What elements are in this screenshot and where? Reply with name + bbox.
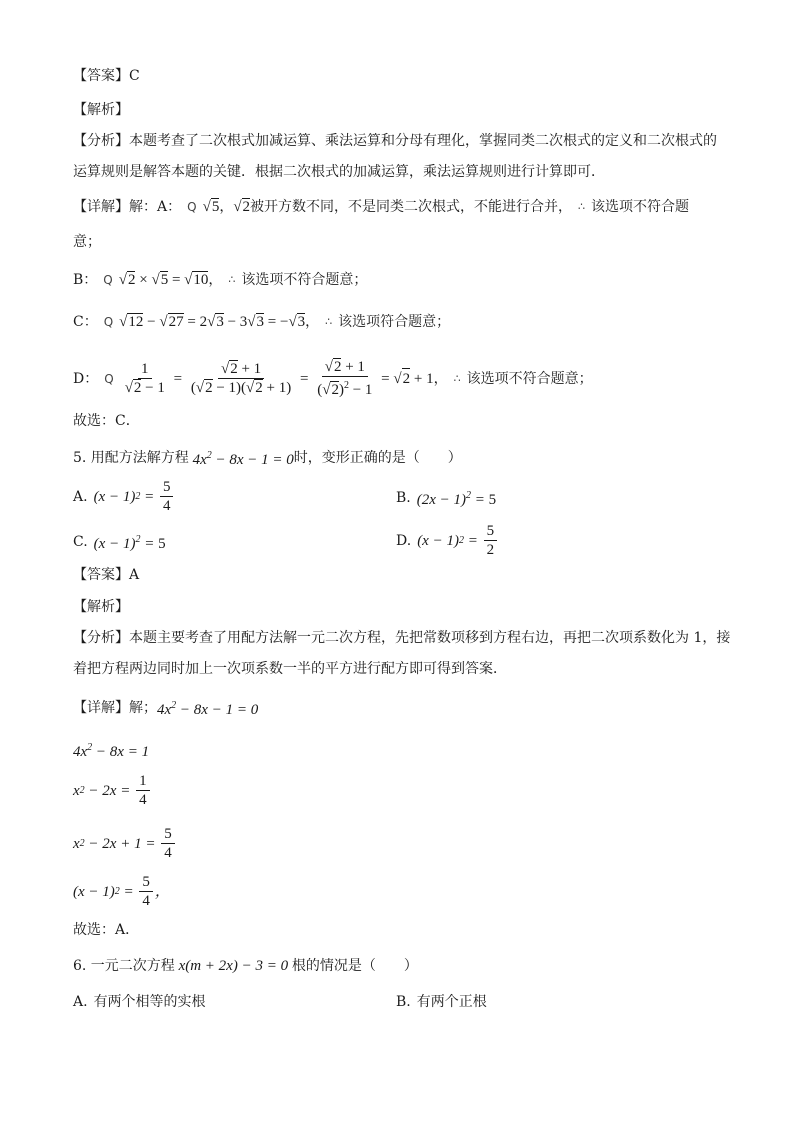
answer-tag: 【答案】 bbox=[73, 567, 129, 583]
q5-detail-line bbox=[73, 696, 258, 720]
answer-value: C bbox=[129, 68, 140, 84]
analysis-tag: 【解析】 bbox=[73, 102, 129, 118]
q5-option-d[interactable] bbox=[396, 522, 499, 559]
q6-stem bbox=[73, 956, 418, 976]
math-expr: $4x^2 - 8x = 1$ bbox=[73, 742, 150, 760]
fenxi-text: 本题考查了二次根式加减运算、乘法运算和分母有理化，掌握同类二次根式的定义和二次根式的 bbox=[129, 133, 717, 149]
detail-a-prefix: 解：A： bbox=[129, 199, 182, 215]
q5-option-b[interactable] bbox=[396, 486, 496, 510]
math-expr: $4x^2 - 8x - 1 = 0$ bbox=[188, 450, 294, 468]
detail-b-prefix: B： bbox=[73, 272, 98, 288]
because-symbol: Q bbox=[103, 273, 113, 287]
math-expr: √2 × √5 = √10 bbox=[118, 272, 209, 288]
fenxi-tag: 【分析】 bbox=[73, 133, 129, 149]
q5-stem-suffix: 时，变形正确的是（ ） bbox=[293, 450, 462, 466]
q6-option-a[interactable] bbox=[73, 992, 206, 1012]
math-expr: (x − 1) 2 = $\frac{5}{2}$ bbox=[417, 522, 499, 559]
q4-fenxi-line2 bbox=[73, 162, 605, 182]
q4-detail-a-line2 bbox=[73, 232, 101, 252]
detail-d-tail: 该选项不符合题意； bbox=[466, 370, 593, 387]
math-expr: $4x^2 - 8x - 1 = 0$ bbox=[157, 700, 259, 718]
answer-tag: 【答案】 bbox=[73, 68, 129, 84]
answer-value: A bbox=[129, 567, 140, 583]
math-expr: (x − 1) 2 = $\frac{5}{4}$ bbox=[94, 478, 176, 515]
detail-a-text: 被开方数不同，不是同类二次根式，不能进行合并， bbox=[250, 199, 573, 215]
math-expr: $(2x - 1)^2 = 5$ bbox=[416, 490, 497, 508]
detail-c-tail: 该选项符合题意； bbox=[338, 314, 451, 330]
math-expr: (x − 1) 2 = $\frac{5}{4}$ ， bbox=[73, 874, 170, 909]
therefore-symbol: ∴ bbox=[453, 371, 461, 385]
therefore-symbol: ∴ bbox=[228, 273, 236, 286]
q5-stem-prefix: 5. 用配方法解方程 bbox=[73, 450, 189, 466]
fenxi-tag: 【分析】 bbox=[73, 630, 129, 646]
math-expr: $\frac{1}{√2 - 1}$ = $\frac{√2 + 1}{(√2 - 1)(√2 + 1)}$ = $\frac{√2 + 1}{(√2)^2 - 1}$ = √ 2 + 1 bbox=[124, 359, 434, 398]
q5-choose bbox=[73, 920, 139, 940]
option-text: 有两个正根 bbox=[416, 994, 487, 1010]
option-label: C. bbox=[73, 534, 88, 550]
detail-tag: 【详解】 bbox=[73, 700, 129, 716]
detail-a-line2: 意； bbox=[73, 234, 101, 250]
option-label: B. bbox=[396, 490, 411, 506]
fenxi-text: 本题主要考查了用配方法解一元二次方程，先把常数项移到方程右边，再把二次项系数化为 1，接 bbox=[129, 630, 731, 646]
math-expr: x 2 − 2x + 1 = $\frac{5}{4}$ bbox=[73, 825, 177, 862]
option-label: A. bbox=[73, 994, 88, 1010]
q6-option-b[interactable] bbox=[396, 992, 487, 1012]
option-label: B. bbox=[396, 994, 411, 1010]
q4-analysis-tag bbox=[73, 100, 129, 120]
detail-prefix: 解； bbox=[129, 700, 157, 716]
because-symbol: Q bbox=[104, 371, 114, 386]
math-expr: $(x - 1)^2 = 5$ bbox=[93, 534, 166, 552]
math-expr: √12 − √27 = 2√3 − 3√3 = −√3 bbox=[119, 314, 306, 330]
detail-b-tail: 该选项不符合题意； bbox=[241, 272, 368, 288]
therefore-symbol: ∴ bbox=[578, 200, 586, 213]
q5-option-a[interactable] bbox=[73, 478, 175, 515]
math-expr: √5 bbox=[202, 199, 220, 215]
q6-stem-suffix: 根的情况是（ ） bbox=[291, 958, 418, 974]
q4-answer-line bbox=[73, 66, 140, 86]
choose-text: 故选：C． bbox=[73, 413, 140, 429]
option-label: D. bbox=[396, 532, 412, 549]
because-symbol: Q bbox=[187, 200, 197, 214]
choose-text: 故选：A． bbox=[73, 922, 140, 938]
math-expr: x 2 − 2x = $\frac{1}{4}$ bbox=[73, 772, 152, 809]
fenxi-text: 着把方程两边同时加上一次项系数一半的平方进行配方即可得到答案． bbox=[73, 661, 507, 677]
q5-analysis-tag bbox=[73, 597, 129, 617]
fenxi-text: 运算规则是解答本题的关键．根据二次根式的加减运算，乘法运算规则进行计算即可． bbox=[73, 164, 605, 180]
math-expr: √2 bbox=[233, 199, 251, 215]
option-label: A. bbox=[73, 488, 88, 505]
q5-stem bbox=[73, 446, 462, 470]
q4-detail-c: C： Q √12 − √27 = 2√3 − 3√3 = −√3 ， ∴ 该选项符合题意； bbox=[73, 314, 451, 330]
option-text: 有两个相等的实根 bbox=[93, 994, 206, 1010]
analysis-tag: 【解析】 bbox=[73, 599, 129, 615]
therefore-symbol: ∴ bbox=[325, 315, 333, 328]
because-symbol: Q bbox=[103, 315, 114, 329]
detail-c-prefix: C： bbox=[73, 314, 98, 330]
q5-fenxi-line1 bbox=[73, 628, 730, 648]
q5-step-1 bbox=[73, 738, 149, 762]
q4-choose bbox=[73, 411, 140, 431]
q5-step-4 bbox=[73, 873, 170, 910]
detail-d-prefix: D： bbox=[73, 370, 99, 387]
q5-step-2 bbox=[73, 772, 152, 809]
q5-fenxi-line2 bbox=[73, 659, 507, 679]
q5-answer-line bbox=[73, 565, 139, 585]
q5-step-3 bbox=[73, 825, 177, 862]
detail-a-tail: 该选项不符合题 bbox=[591, 199, 690, 215]
detail-tag: 【详解】 bbox=[73, 199, 129, 215]
q4-detail-b: B： Q √2 × √5 = √10 ， ∴ 该选项不符合题意； bbox=[73, 272, 368, 288]
q5-option-c[interactable] bbox=[73, 530, 166, 554]
q4-detail-d: D： Q $\frac{1}{√2 - 1}$ = $\frac{√2 + 1}{(√2 - 1)(√2 + 1)}$ = $\frac{√2 + 1}{(√2)^2 - 1}$ = √ 2 + 1 ， ∴ 该选项不符合题意； bbox=[73, 359, 593, 398]
math-expr: x(m + 2x) − 3 = 0 bbox=[174, 958, 292, 974]
q4-fenxi-line1 bbox=[73, 131, 717, 151]
q6-stem-prefix: 6. 一元二次方程 bbox=[73, 958, 175, 974]
q4-detail-a: 【详解】 解：A： Q √5 ， √2 被开方数不同，不是同类二次根式，不能进行合并， ∴ 该选项不符合题 bbox=[73, 199, 690, 215]
